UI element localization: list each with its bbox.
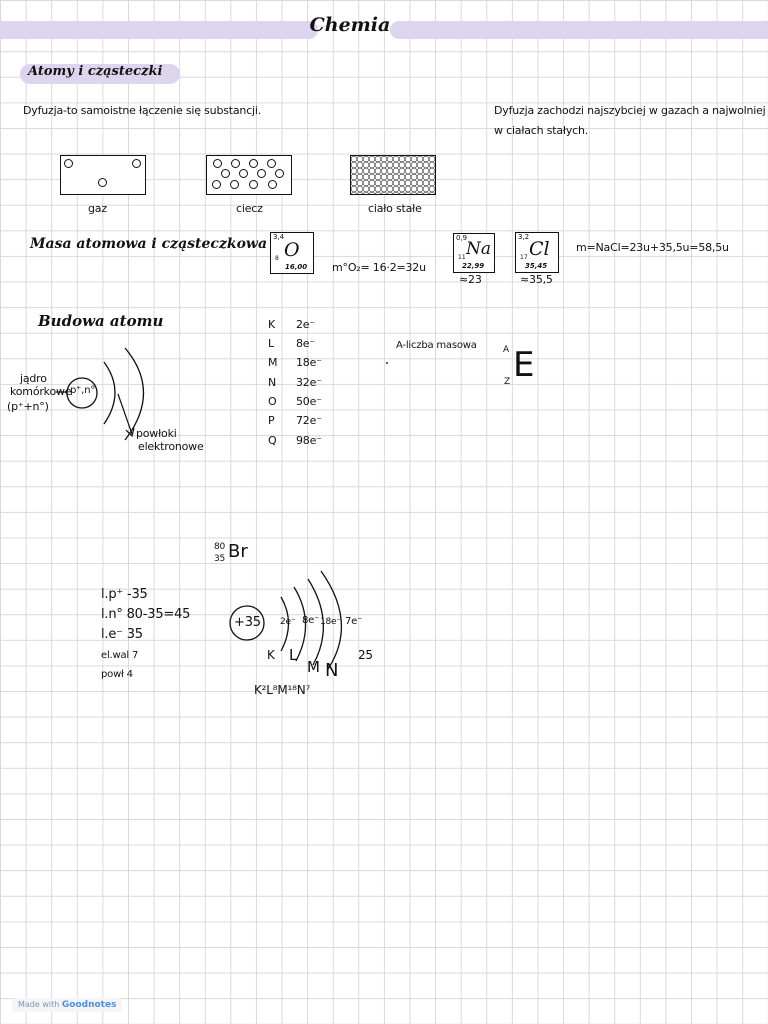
shell-capacity: 72e⁻: [296, 414, 322, 427]
nacl-formula: m=NaCl=23u+35,5u=58,5u: [576, 241, 729, 254]
particle: [267, 159, 276, 168]
element-atomic-number: 8: [275, 255, 279, 262]
nucleus-label-line1: jądro: [20, 372, 47, 385]
shell-capacity: 50e⁻: [296, 395, 322, 408]
header-bar-right: [390, 21, 768, 39]
notation-z: Z: [504, 377, 510, 387]
particle: [132, 159, 141, 168]
diffusion-definition: Dyfuzja-to samoistne łączenie się substancji.: [23, 104, 262, 117]
shell-capacity: 8e⁻: [296, 337, 315, 350]
particle: [213, 159, 222, 168]
particle: [231, 159, 240, 168]
nucleus-label-line2: komórkowe: [10, 385, 72, 398]
element-card-sodium: [453, 233, 495, 273]
br-shell-letter-k: K: [267, 648, 275, 662]
nucleus-inner-label: p⁺,n°: [70, 385, 96, 396]
element-symbol: O: [284, 239, 300, 261]
state-label-liquid: ciecz: [236, 202, 263, 215]
element-symbol: Cl: [529, 238, 550, 260]
br-side-number: 25: [358, 648, 373, 662]
shell-name: M: [268, 356, 278, 369]
state-label-gas: gaz: [88, 202, 107, 215]
notation-a: A: [503, 345, 509, 355]
element-card-chlorine: [515, 232, 559, 273]
particle: [221, 169, 230, 178]
particle: [257, 169, 266, 178]
element-number: 3,4: [273, 233, 285, 241]
br-neutrons: l.n° 80-35=45: [101, 607, 191, 622]
particle: [64, 159, 73, 168]
particle: [249, 159, 258, 168]
br-shell-letter-l: L: [289, 646, 298, 664]
particle: [239, 169, 248, 178]
element-symbol: Na: [466, 239, 492, 259]
element-atomic-number: 17: [520, 254, 528, 261]
shell-name: O: [268, 395, 277, 408]
shell-name: N: [268, 376, 277, 389]
br-nucleus-label: +35: [234, 615, 261, 630]
particle: [275, 169, 284, 178]
br-shell-count-m: 18e⁻: [320, 617, 341, 627]
gas-box: [60, 155, 146, 195]
shells-label-line2: elektronowe: [138, 440, 204, 453]
shell-name: Q: [268, 434, 277, 447]
element-mass: 22,99: [462, 262, 485, 270]
header-bar-left: [0, 21, 318, 39]
particle: [249, 180, 258, 189]
page-title: Chemia: [309, 14, 391, 36]
element-mass: 35,45: [525, 262, 548, 270]
shell-capacity: 32e⁻: [296, 376, 322, 389]
br-shell-count-n: 7e⁻: [345, 616, 363, 627]
br-atomic-number: 35: [214, 554, 226, 564]
element-number: 3,2: [518, 233, 530, 241]
shell-arc-1: [104, 362, 115, 424]
br-shell-count-k: 2e⁻: [280, 617, 296, 627]
goodnotes-brand: Goodnotes: [61, 1000, 117, 1010]
br-shell-letter-m: M: [307, 658, 320, 676]
br-protons: l.p⁺ -35: [101, 587, 148, 602]
br-shell-count-l: 8e⁻: [302, 615, 320, 626]
particle: [212, 180, 221, 189]
br-mass-number: 80: [214, 542, 226, 552]
shell-name: P: [268, 414, 275, 427]
mass-number-label: A-liczba masowa: [396, 340, 477, 351]
shell-name: K: [268, 318, 276, 331]
element-mass: 16,00: [285, 263, 308, 271]
particle: [268, 180, 277, 189]
br-electrons: l.e⁻ 35: [101, 627, 143, 642]
element-number: 0,9: [456, 234, 468, 242]
shells-label-line1: powłoki: [136, 427, 177, 440]
br-valence: el.wal 7: [101, 650, 139, 661]
section-heading-atoms: Atomy i cząsteczki: [28, 64, 163, 79]
diffusion-note-line1: Dyfuzja zachodzi najszybciej w gazach a najwolniej: [494, 104, 766, 117]
shell-capacity: 2e⁻: [296, 318, 315, 331]
notation-e: E: [513, 345, 535, 385]
nucleus-label-line3: (p⁺+n°): [7, 400, 49, 413]
particle: [98, 178, 107, 187]
sodium-approx: ≈23: [459, 273, 482, 286]
section-heading-atom-structure: Budowa atomu: [38, 312, 164, 330]
made-with-label: Made with: [18, 1000, 60, 1009]
state-label-solid: ciało stałe: [368, 202, 422, 215]
element-card-oxygen: [270, 232, 314, 274]
shell-capacity: 18e⁻: [296, 356, 322, 369]
dot: [386, 362, 388, 364]
section-heading-mass: Masa atomowa i cząsteczkowa: [30, 236, 268, 252]
br-symbol: Br: [228, 541, 248, 562]
solid-box: [350, 155, 436, 195]
arrow-line: [118, 394, 132, 434]
shell-name: L: [268, 337, 274, 350]
o2-formula: m°O₂= 16·2=32u: [332, 261, 426, 274]
shell-capacity: 98e⁻: [296, 434, 322, 447]
goodnotes-badge: [12, 998, 122, 1012]
br-shell-letter-n: N: [325, 660, 339, 681]
br-shells: powł 4: [101, 669, 133, 680]
br-electron-config: K²L⁸M¹⁸N⁷: [254, 683, 311, 697]
diffusion-note-line2: w ciałach stałych.: [494, 124, 589, 137]
liquid-box: [206, 155, 292, 195]
element-atomic-number: 11: [458, 254, 466, 261]
chlorine-approx: ≈35,5: [520, 273, 553, 286]
particle: [230, 180, 239, 189]
